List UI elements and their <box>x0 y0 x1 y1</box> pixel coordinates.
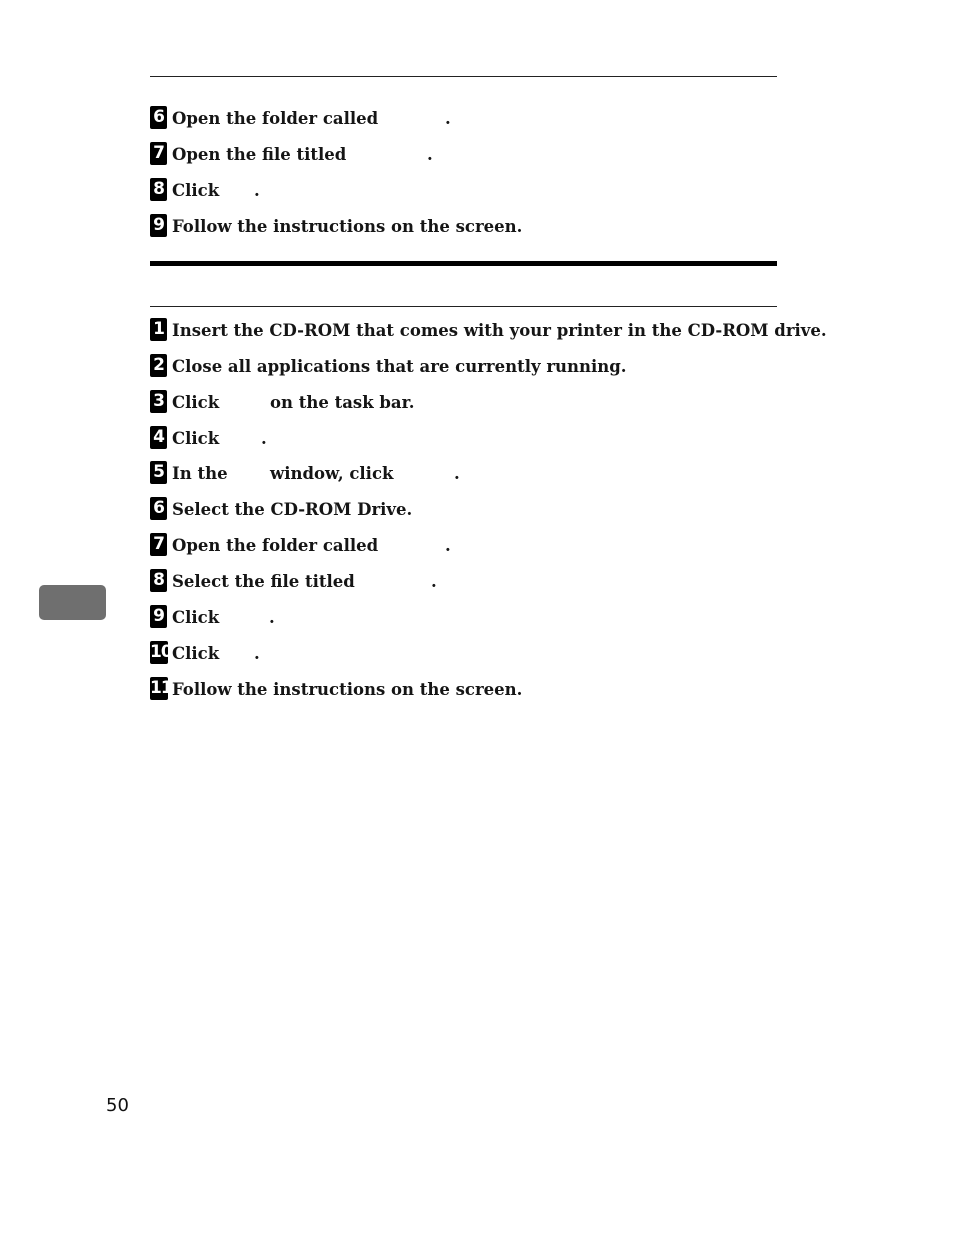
step-6 <box>150 497 790 523</box>
step-number-badge: 4 <box>150 426 167 449</box>
step-number-badge: 7 <box>150 142 167 165</box>
step-5 <box>150 461 790 487</box>
step-text-part: Click <box>172 393 220 412</box>
step-1 <box>150 318 827 344</box>
step-text-part: Insert the CD-ROM that comes with your printer in the CD-ROM drive. <box>172 321 827 340</box>
step-text-part: In the <box>172 464 228 483</box>
step-8 <box>150 569 790 595</box>
chapter-thumb-tab <box>39 585 106 620</box>
step-text-part: Click <box>172 608 220 627</box>
step-text-part: Click <box>172 644 220 663</box>
step-text-part: . <box>254 181 260 200</box>
step-7 <box>150 142 790 168</box>
step-9 <box>150 214 790 240</box>
header-rule <box>150 76 777 77</box>
step-text-part: Open the folder called <box>172 109 379 128</box>
step-10 <box>150 641 790 667</box>
step-number-badge: 3 <box>150 390 167 413</box>
step-number-badge: 10 <box>150 642 172 662</box>
step-number-badge: 2 <box>150 354 167 377</box>
step-number-badge: 5 <box>150 461 167 484</box>
step-3 <box>150 390 790 416</box>
step-text-part: Follow the instructions on the screen. <box>172 217 523 236</box>
step-text-part: Click <box>172 429 220 448</box>
step-7 <box>150 533 790 559</box>
step-4 <box>150 426 790 452</box>
step-text-part: Open the folder called <box>172 536 379 555</box>
page-number: 50 <box>106 1095 129 1116</box>
step-text-part: . <box>254 644 260 663</box>
step-text-part: . <box>445 536 451 555</box>
step-text-part: Click <box>172 181 220 200</box>
step-number-badge: 9 <box>150 605 167 628</box>
step-text-part: . <box>454 464 460 483</box>
step-6 <box>150 106 790 132</box>
step-number-badge: 7 <box>150 533 167 556</box>
step-11 <box>150 677 790 703</box>
step-text-part: Open the file titled <box>172 145 347 164</box>
step-text-part: window, click <box>270 464 394 483</box>
step-text-part: . <box>261 429 267 448</box>
step-text-part: Select the CD-ROM Drive. <box>172 500 413 519</box>
step-text-part: . <box>445 109 451 128</box>
step-9 <box>150 605 790 631</box>
step-8 <box>150 178 790 204</box>
step-number-badge: 11 <box>150 678 172 698</box>
step-text-part: . <box>269 608 275 627</box>
step-number-badge: 8 <box>150 178 167 201</box>
step-number-badge: 6 <box>150 497 167 520</box>
step-text-part: on the task bar. <box>270 393 415 412</box>
section-divider-thick <box>150 261 777 266</box>
step-2 <box>150 354 790 380</box>
step-number-badge: 1 <box>150 318 167 341</box>
step-number-badge: 9 <box>150 214 167 237</box>
step-text-part: . <box>431 572 437 591</box>
step-text-part: . <box>427 145 433 164</box>
section-divider-thin <box>150 306 777 307</box>
step-text-part: Select the file titled <box>172 572 355 591</box>
step-number-badge: 8 <box>150 569 167 592</box>
step-text-part: Close all applications that are currently running. <box>172 357 627 376</box>
step-number-badge: 6 <box>150 106 167 129</box>
step-text-part: Follow the instructions on the screen. <box>172 680 523 699</box>
